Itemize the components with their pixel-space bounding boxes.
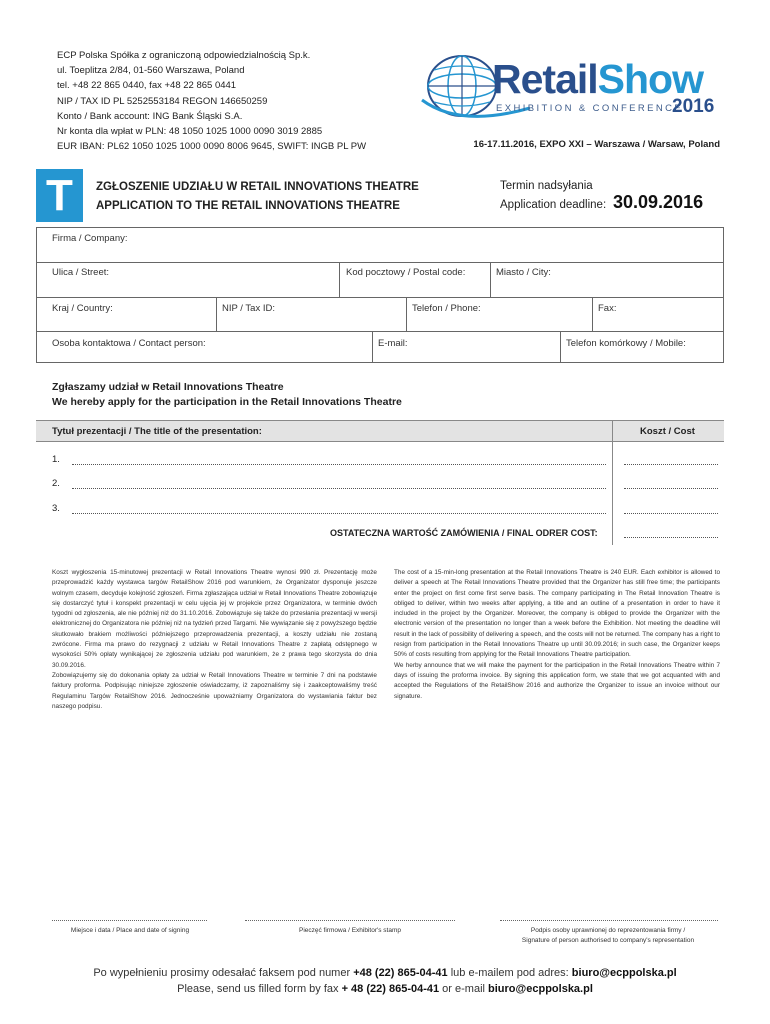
final-cost-label: OSTATECZNA WARTOŚĆ ZAMÓWIENIA / FINAL ODRER COST: bbox=[330, 528, 598, 538]
apply-text-pl: Zgłaszamy udział w Retail Innovations Theatre bbox=[52, 381, 284, 393]
terms-en-paragraph: The cost of a 15-min-long presentation at the Retail Innovations Theatre is 240 EUR. Each exhibitor is allowed to deliver a speech at The Retail Innovations Theatre provided that the Organizer has still free time; the participants enter the project on first come first serve basis. The company participating in The Retail Innovation Theatre is obliged to deliver, within two weeks after applying, a title and an outline of a presentation in order to have it included in the project by the Organizer. Moreover, the company is obliged to provide the Organizer with the electronic version of the presentation no longer than a week before the Exhibition. Not meeting the deadline will result in the lack of possibility of delivering a speech, and the costs will not be returned. The company has a right to resign from participation in the Retail Innovations Theatre up until 30.09.2016; in such case, the Organizer keeps 50% of costs resulting from applying for the Retail Innovations Theatre participation. bbox=[394, 569, 720, 659]
terms-pl bbox=[52, 568, 377, 712]
logo-wordmark: RetailShow bbox=[492, 56, 703, 102]
company-line: ECP Polska Spółka z ograniczoną odpowiedzialnością Sp.k. bbox=[57, 50, 311, 61]
row-number: 3. bbox=[52, 503, 60, 514]
title-input-1[interactable] bbox=[72, 464, 606, 465]
place-date-label: Miejsce i data / Place and date of signing bbox=[70, 927, 190, 934]
apply-text-en: We hereby apply for the participation in the Retail Innovations Theatre bbox=[52, 396, 402, 408]
contact-person-field[interactable]: Osoba kontaktowa / Contact person: bbox=[52, 338, 206, 349]
event-info: 16-17.11.2016, EXPO XXI – Warszawa / Warsaw, Poland bbox=[473, 139, 720, 150]
column-header-title: Tytuł prezentacji / The title of the presentation: bbox=[52, 426, 262, 437]
phone-field[interactable]: Telefon / Phone: bbox=[412, 303, 481, 314]
deadline-label-pl: Termin nadsyłania bbox=[500, 180, 593, 192]
footer-pl: Po wypełnieniu prosimy odesałać faksem pod numer +48 (22) 865-04-41 lub e-mailem pod adres: biuro@ecppolska.pl bbox=[93, 967, 677, 979]
terms-en bbox=[394, 568, 720, 702]
cost-input-2[interactable] bbox=[624, 488, 718, 489]
logo-year: 2016 bbox=[672, 96, 715, 117]
street-field[interactable]: Ulica / Street: bbox=[52, 267, 110, 278]
form-title-pl: ZGŁOSZENIE UDZIAŁU W RETAIL INNOVATIONS THEATRE bbox=[96, 181, 419, 193]
company-field[interactable]: Firma / Company: bbox=[52, 233, 128, 244]
stamp-label: Pieczęć firmowa / Exhibitor's stamp bbox=[298, 927, 402, 934]
company-line: Nr konta dla wpłat w PLN: 48 1050 1025 1000 0090 3019 2885 bbox=[57, 126, 323, 138]
tax-id-field[interactable]: NIP / Tax ID: bbox=[222, 303, 275, 314]
final-cost-input[interactable] bbox=[624, 537, 718, 538]
company-line: Konto / Bank account: ING Bank Śląski S.A. bbox=[57, 110, 243, 122]
authorised-signature-line[interactable] bbox=[500, 920, 718, 921]
cost-input-1[interactable] bbox=[624, 464, 718, 465]
terms-en-paragraph: We herby announce that we will make the payment for the participation in the Retail Innovations Theatre within 7 days of issuing the proforma invoice. By signing this application form, we state that we got acquanted with and accepted the Regulations of the RetailShow 2016 and authorize the Organizer to issue an invoice without our signature. bbox=[394, 661, 720, 700]
mobile-field[interactable]: Telefon komórkowy / Mobile: bbox=[566, 338, 686, 349]
stamp-signature-line[interactable] bbox=[245, 920, 455, 921]
row-number: 1. bbox=[52, 454, 60, 465]
email-link[interactable]: biuro@ecppolska.pl bbox=[488, 983, 593, 995]
company-line: EUR IBAN: PL62 1050 1025 1000 0090 8006 9645, SWIFT: INGB PL PW bbox=[57, 141, 367, 153]
authorised-signature-label: Podpis osoby uprawnionej do reprezentowania firmy / Signature of person authorised to company's representation bbox=[521, 927, 695, 944]
deadline-label-en: Application deadline: bbox=[500, 199, 607, 211]
fax-field[interactable]: Fax: bbox=[598, 303, 617, 314]
email-link[interactable]: biuro@ecppolska.pl bbox=[571, 967, 677, 979]
company-info bbox=[57, 48, 417, 154]
terms-pl-paragraph: Zobowiązujemy się do dokonania opłaty za udział w Retail Innovations Theatre w terminie 7 dni na podstawie faktury proforma. Podpisując niniejsze zgłoszenie oświadczamy, iż zapoznaliśmy się i zaakceptowaliśmy treść Regulaminu Targów RetailShow 2016. Jednocześnie upoważniamy Organizatora do wystawiania faktur bez naszego podpisu. bbox=[52, 671, 377, 710]
title-input-2[interactable] bbox=[72, 488, 606, 489]
company-line: tel. +48 22 865 0440, fax +48 22 865 0441 bbox=[57, 80, 237, 92]
country-field[interactable]: Kraj / Country: bbox=[52, 303, 113, 314]
deadline-date: 30.09.2016 bbox=[613, 192, 704, 212]
footer-en: Please, send us filled form by fax + 48 (22) 865-04-41 or e-mail biuro@ecppolska.pl bbox=[177, 983, 593, 995]
postal-code-field[interactable]: Kod pocztowy / Postal code: bbox=[346, 267, 466, 278]
title-input-3[interactable] bbox=[72, 513, 606, 514]
terms-pl-paragraph: Koszt wygłoszenia 15-minutowej prezentacji w Retail Innovations Theatre wynosi 990 zł. Prezentację może przeprowadzić każdy wystawca targów RetailShow 2016 pod warunkiem, że Organizator dysponuje jeszcze wolnym czasem, decyduje kolejność zgłoszeń. Firma zgłaszająca udział w Retail Innovations Theatre zobowiązuje się dostarczyć tytuł i konspekt prezentacji w celu ujęcia jej w projekcie przez Organizatora, w terminie dwóch tygodni od zgłoszenia, ale nie później niż do 31.10.2016. Zobowiązuje się także do przesłania prezentacji w wersji elektronicznej do Organizatora nie później niż na tydzień przed Targami. Nie wywiązanie się z powyższego będzie skutkowało brakiem możliwości późniejszego przeprowadzenia prezentacji, a koszty udziału nie zostaną zwrócone. Firma ma prawo do rezygnacji z udziału w Retail Innovations Theatre z zapłatą odstępnego w wysokości 50% opłaty wynikającej ze zgłoszenia udziału pod warunkiem, że z prawa tego skorzysta do dnia 30.09.2016. bbox=[52, 569, 377, 669]
place-date-signature-line[interactable] bbox=[52, 920, 207, 921]
form-title-en: APPLICATION TO THE RETAIL INNOVATIONS THEATRE bbox=[96, 200, 400, 212]
cost-input-3[interactable] bbox=[624, 513, 718, 514]
city-field[interactable]: Miasto / City: bbox=[496, 267, 551, 278]
form-badge: T bbox=[36, 169, 83, 222]
company-line: NIP / TAX ID PL 5252553184 REGON 146650259 bbox=[57, 95, 268, 107]
row-number: 2. bbox=[52, 478, 60, 489]
company-line: ul. Toeplitza 2/84, 01-560 Warszawa, Poland bbox=[57, 65, 245, 77]
column-header-cost: Koszt / Cost bbox=[640, 426, 695, 437]
email-field[interactable]: E-mail: bbox=[378, 338, 408, 349]
logo-subtitle: EXHIBITION & CONFERENCE bbox=[496, 103, 684, 114]
